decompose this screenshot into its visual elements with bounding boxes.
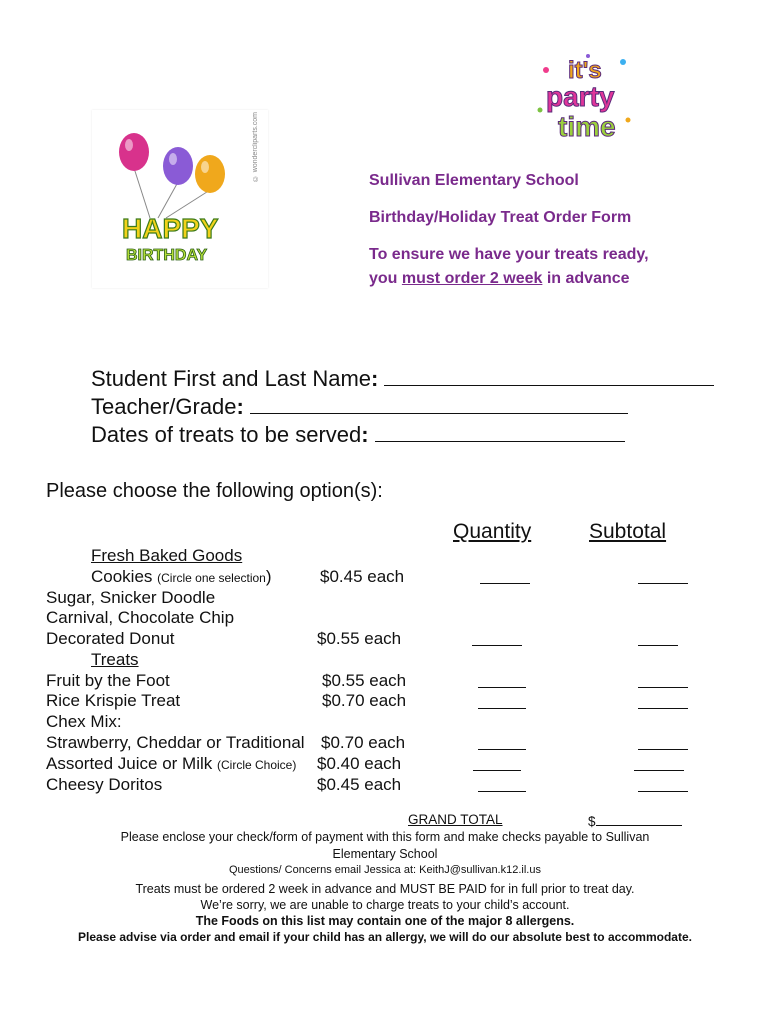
- party-party-text: party: [546, 81, 615, 112]
- grand-total-label: GRAND TOTAL: [408, 812, 503, 827]
- donut-price: $0.55 each: [317, 629, 402, 648]
- chex-options: Strawberry, Cheddar or Traditional: [46, 733, 305, 752]
- questions-line: Questions/ Concerns email Jessica at: KeithJ@sullivan.k12.il.us: [229, 864, 541, 876]
- quantity-blank-rice[interactable]: [478, 694, 526, 709]
- student-name-row: [91, 366, 714, 392]
- options-heading: Please choose the following option(s):: [46, 480, 383, 502]
- quantity-blank-chex[interactable]: [478, 735, 526, 750]
- party-time-text: time: [558, 111, 616, 142]
- dates-label: Dates of treats to be served: [91, 422, 362, 447]
- quantity-blank-juice[interactable]: [473, 756, 521, 771]
- rice-price: $0.70 each: [322, 691, 407, 710]
- grand-total-row: [588, 812, 682, 829]
- advance-underlined: must order 2 week: [401, 270, 543, 287]
- doritos-label: Cheesy Doritos: [46, 775, 163, 794]
- quantity-header: Quantity: [453, 520, 532, 543]
- quantity-blank-donut[interactable]: [472, 631, 522, 646]
- quantity-blank-doritos[interactable]: [478, 777, 526, 792]
- happy-text: HAPPY: [122, 213, 219, 244]
- party-time-logo: [528, 50, 638, 150]
- quantity-blank-cookies[interactable]: [480, 569, 530, 584]
- sorry-line: We’re sorry, we are unable to charge treats to your child’s account.: [200, 898, 570, 912]
- balloons-illustration: [92, 110, 268, 288]
- treats-heading: Treats: [91, 650, 139, 669]
- juice-price: $0.40 each: [317, 754, 402, 773]
- subtotal-blank-chex[interactable]: [638, 735, 688, 750]
- payment-line2: Elementary School: [332, 847, 438, 861]
- cookies-note: (Circle one selection: [157, 571, 266, 585]
- deadline-line: Treats must be ordered 2 week in advance and MUST BE PAID for in full prior to treat day.: [135, 882, 635, 896]
- donut-label: Decorated Donut: [46, 629, 175, 648]
- student-name-label: Student First and Last Name: [91, 366, 372, 391]
- subtotal-blank-rice[interactable]: [638, 694, 688, 709]
- party-its-text: it's: [568, 57, 602, 84]
- cookies-price: $0.45 each: [320, 567, 405, 586]
- cookie-options-line2: Carnival, Chocolate Chip: [46, 608, 235, 627]
- subtotal-blank-donut[interactable]: [638, 631, 678, 646]
- fresh-baked-heading: Fresh Baked Goods: [91, 546, 243, 565]
- payment-line1: Please enclose your check/form of payment with this form and make checks payable to Sullivan: [120, 830, 650, 844]
- teacher-grade-label: Teacher/Grade: [91, 394, 237, 419]
- school-name: Sullivan Elementary School: [369, 172, 579, 189]
- allergy-advice: Please advise via order and email if your child has an allergy, we will do our absolute best to accommodate.: [78, 930, 692, 944]
- subtotal-blank-juice[interactable]: [634, 756, 684, 771]
- birthday-text: BIRTHDAY: [126, 247, 208, 264]
- teacher-grade-field[interactable]: [250, 395, 628, 414]
- advance-notice-line1: To ensure we have your treats ready,: [369, 246, 649, 263]
- chex-price: $0.70 each: [321, 733, 406, 752]
- cookies-note-close: ): [265, 567, 272, 586]
- happy-birthday-image: [92, 110, 268, 288]
- juice-note: (Circle Choice): [217, 758, 297, 772]
- colon: :: [371, 366, 379, 391]
- teacher-grade-row: [91, 394, 628, 420]
- rice-label: Rice Krispie Treat: [46, 691, 181, 710]
- colon: :: [236, 394, 244, 419]
- watermark-text: © wondercliparts.com: [252, 112, 259, 182]
- fruit-price: $0.55 each: [322, 671, 407, 690]
- allergen-warning: The Foods on this list may contain one of the major 8 allergens.: [195, 914, 575, 928]
- advance-notice-line2: [369, 270, 630, 288]
- cookie-options-line1: Sugar, Snicker Doodle: [46, 588, 216, 607]
- chex-label: Chex Mix:: [46, 712, 122, 731]
- colon: :: [361, 422, 369, 447]
- fruit-label: Fruit by the Foot: [46, 671, 170, 690]
- dollar-sign: $: [588, 814, 596, 829]
- subtotal-blank-doritos[interactable]: [638, 777, 688, 792]
- quantity-blank-fruit[interactable]: [478, 673, 526, 688]
- subtotal-blank-fruit[interactable]: [638, 673, 688, 688]
- advance-pre: you: [369, 270, 402, 287]
- juice-label: [46, 754, 296, 774]
- dates-field[interactable]: [375, 423, 625, 442]
- advance-post: in advance: [542, 270, 630, 287]
- cookies-label: [91, 567, 272, 587]
- cookies-text: Cookies: [91, 567, 158, 586]
- subtotal-header: Subtotal: [589, 520, 667, 543]
- doritos-price: $0.45 each: [317, 775, 402, 794]
- form-title: Birthday/Holiday Treat Order Form: [369, 209, 632, 226]
- subtotal-blank-cookies[interactable]: [638, 569, 688, 584]
- grand-total-blank[interactable]: [596, 812, 682, 826]
- dates-row: [91, 422, 625, 448]
- student-name-field[interactable]: [384, 367, 714, 386]
- juice-text: Assorted Juice or Milk: [46, 754, 217, 773]
